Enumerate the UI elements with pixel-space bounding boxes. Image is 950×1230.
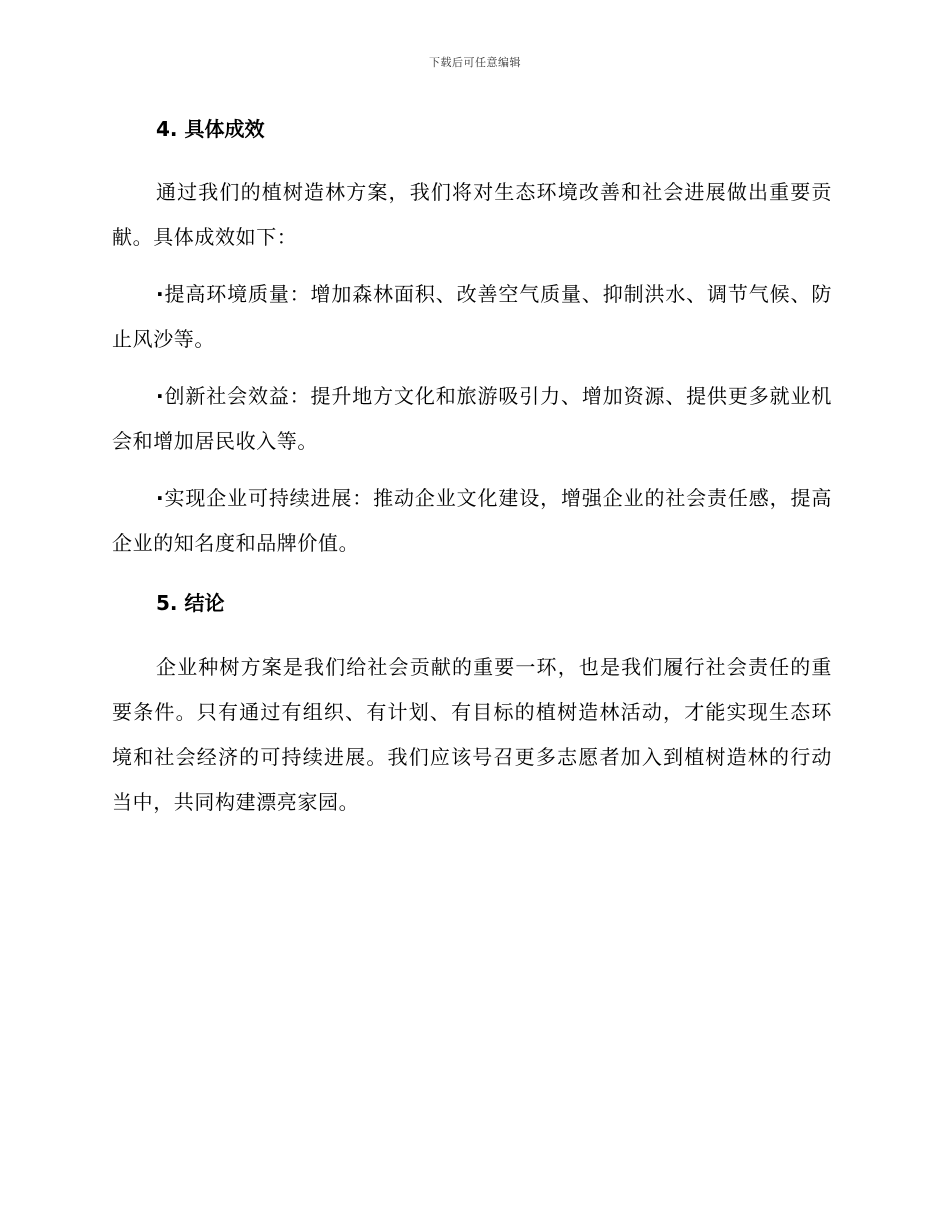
page-header: 下载后可任意编辑	[429, 56, 521, 69]
bullet-text: 提高环境质量：增加森林面积、改善空气质量、抑制洪水、调节气候、防止风沙等。	[112, 282, 832, 351]
bullet-item	[112, 374, 832, 464]
section-4-heading: 4. 具体成效	[156, 117, 265, 141]
document-body	[112, 114, 832, 825]
bullet-item	[112, 272, 832, 362]
bullet-dot: ·	[156, 384, 165, 408]
bullet-dot: ·	[156, 282, 165, 306]
bullet-dot: ·	[156, 486, 165, 510]
bullet-text: 创新社会效益：提升地方文化和旅游吸引力、增加资源、提供更多就业机会和增加居民收入等。	[112, 384, 832, 453]
section-5-body-paragraph: 企业种树方案是我们给社会贡献的重要一环，也是我们履行社会责任的重要条件。只有通过有组织、有计划、有目标的植树造林活动，才能实现生态环境和社会经济的可持续进展。我们应该号召更多志愿者加入到植树造林的行动当中，共同构建漂亮家园。	[112, 655, 832, 814]
section-4-intro-paragraph: 通过我们的植树造林方案，我们将对生态环境改善和社会进展做出重要贡献。具体成效如下：	[112, 180, 832, 249]
bullet-item	[112, 476, 832, 566]
bullet-text: 实现企业可持续进展：推动企业文化建设，增强企业的社会责任感，提高企业的知名度和品牌价值。	[112, 486, 832, 555]
section-5-heading: 5. 结论	[156, 591, 225, 615]
